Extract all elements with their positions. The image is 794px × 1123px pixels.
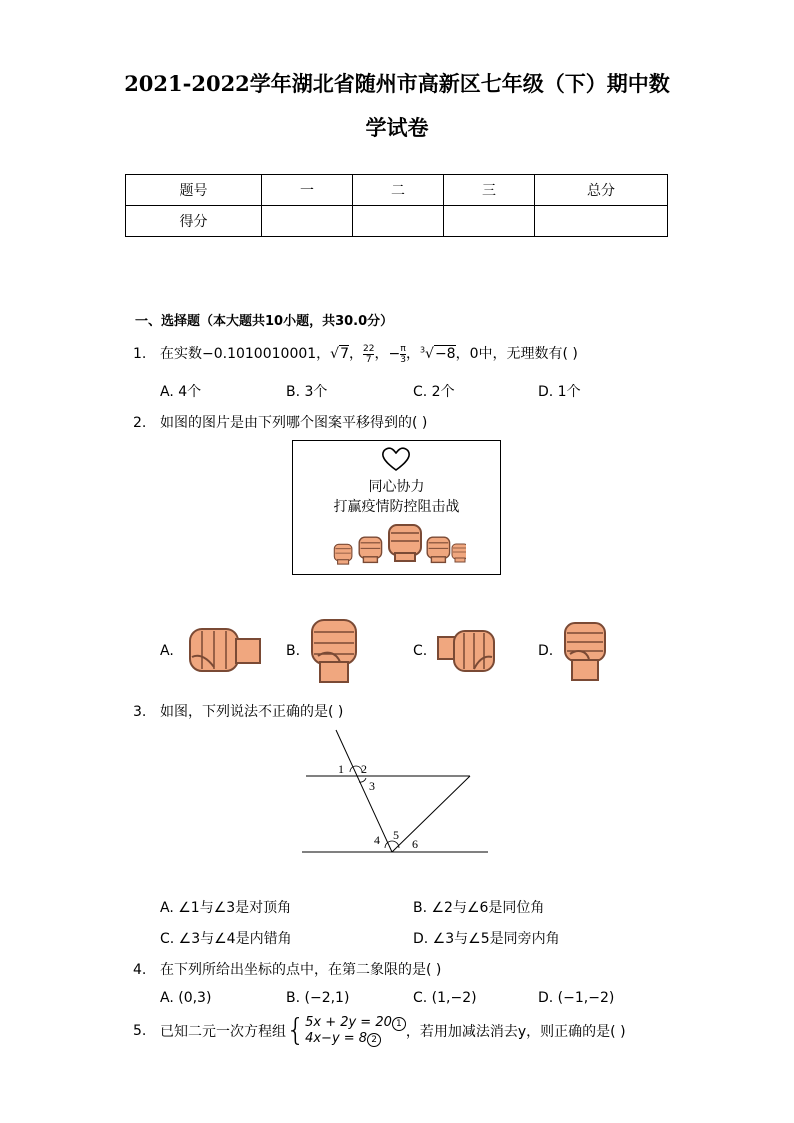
equation-system	[286, 1015, 406, 1047]
sqrt-symbol: √	[330, 346, 340, 362]
score-table-cell: 三	[444, 175, 535, 206]
question-4	[133, 959, 441, 979]
fraction-denominator: 3	[400, 354, 406, 365]
fist-sideways-left-icon[interactable]	[186, 623, 262, 677]
poster-figure	[292, 440, 501, 575]
question-number: 2.	[133, 415, 147, 431]
fist-icon	[389, 525, 421, 561]
score-table-cell: 总分	[535, 175, 668, 206]
q2-option-b-label[interactable]: B.	[286, 643, 301, 659]
circled-number: 2	[367, 1033, 381, 1047]
angle-label: 3	[369, 779, 375, 793]
question-number: 4.	[133, 962, 147, 978]
q1-option-a[interactable]: A. 4个	[160, 384, 202, 400]
question-3	[133, 701, 343, 721]
score-table-score-row	[126, 206, 668, 237]
q1-suffix: ，0中，无理数有( )	[455, 346, 578, 362]
question-5	[133, 1015, 626, 1047]
equation-2-text: 4x−y = 8	[305, 1031, 368, 1046]
q4-option-c[interactable]: C. (1,−2)	[413, 990, 477, 1006]
question-number: 1.	[133, 346, 147, 362]
fraction-numerator: π	[400, 343, 406, 354]
q1-prefix: 在实数−0.1010010001，	[160, 346, 331, 362]
fist-row-illustration	[331, 517, 466, 565]
q3-option-c[interactable]: C. ∠3与∠4是内错角	[160, 931, 292, 947]
angle-label: 1	[338, 762, 344, 776]
score-table-cell: 一	[262, 175, 353, 206]
circled-number: 1	[392, 1017, 406, 1031]
transversal-line	[336, 730, 392, 852]
cube-root-argument: −8	[434, 346, 456, 362]
angle-diagram	[298, 728, 493, 860]
fist-icon	[452, 544, 466, 562]
slant-line	[392, 776, 470, 852]
q3-option-a[interactable]: A. ∠1与∠3是对顶角	[160, 900, 292, 916]
score-input-cell[interactable]	[353, 206, 444, 237]
q1-option-d[interactable]: D. 1个	[538, 384, 581, 400]
score-table-header-row	[126, 175, 668, 206]
angle-label: 4	[374, 833, 380, 847]
fist-icon	[334, 544, 352, 564]
question-number: 3.	[133, 704, 147, 720]
poster-slogan-line1: 同心协力	[368, 479, 425, 495]
score-table-cell: 得分	[126, 206, 262, 237]
q5-suffix: ，若用加减法消去y，则正确的是( )	[405, 1024, 626, 1040]
q2-option-c-label[interactable]: C.	[413, 643, 428, 659]
equation-1	[305, 1015, 406, 1031]
q2-option-a-label[interactable]: A.	[160, 643, 174, 659]
fraction-denominator: 7	[365, 354, 372, 365]
question-number: 5.	[133, 1023, 147, 1039]
q5-prefix: 已知二元一次方程组	[160, 1024, 286, 1040]
score-table-cell: 题号	[126, 175, 262, 206]
cube-root-index: 3	[419, 345, 426, 355]
fraction-numerator: 22	[363, 343, 375, 354]
score-input-cell[interactable]	[535, 206, 668, 237]
fraction-pi-3	[400, 344, 406, 365]
sqrt-symbol: √	[425, 346, 434, 362]
angle-label: 6	[412, 837, 418, 851]
q1-option-c[interactable]: C. 2个	[413, 384, 455, 400]
q3-option-b[interactable]: B. ∠2与∠6是同位角	[413, 900, 545, 916]
question-text: 如图，下列说法不正确的是( )	[160, 704, 344, 720]
sqrt-argument: 7	[340, 346, 350, 362]
fraction-22-7	[363, 344, 374, 365]
fist-upright-small-icon[interactable]	[562, 620, 608, 682]
question-1: 1. 在实数−0.1010010001，√7， $\frac{22}{7}$ ，− $\frac{\pi}{3}$ ，$^3$√−8，0中，无理数有( )	[133, 343, 578, 365]
equation-list	[305, 1015, 406, 1047]
score-table-cell: 二	[353, 175, 444, 206]
q2-option-d-label[interactable]: D.	[538, 643, 554, 659]
q3-option-d[interactable]: D. ∠3与∠5是同旁内角	[413, 931, 560, 947]
fist-icon	[359, 537, 381, 562]
question-2	[133, 412, 427, 432]
fist-icon	[427, 537, 449, 562]
document-title-line1: 2021-2022学年湖北省随州市高新区七年级（下）期中数	[124, 71, 670, 96]
left-brace: {	[286, 1013, 306, 1048]
section-heading: 一、选择题（本大题共10小题，共30.0分）	[135, 314, 394, 329]
equation-2	[305, 1031, 406, 1047]
q4-option-a[interactable]: A. (0,3)	[160, 990, 212, 1006]
angle-label: 2	[361, 762, 367, 776]
score-input-cell[interactable]	[262, 206, 353, 237]
minus-sign: −	[388, 346, 401, 362]
poster-slogan-line2: 打赢疫情防控阻击战	[333, 499, 460, 515]
equation-1-text: 5x + 2y = 20	[305, 1015, 392, 1030]
question-text: 在下列所给出坐标的点中，在第二象限的是( )	[160, 962, 442, 978]
score-input-cell[interactable]	[444, 206, 535, 237]
fist-sideways-right-icon[interactable]	[436, 627, 496, 675]
score-table	[125, 174, 668, 237]
q1-option-b[interactable]: B. 3个	[286, 384, 328, 400]
q4-option-b[interactable]: B. (−2,1)	[286, 990, 350, 1006]
angle-label: 5	[393, 828, 399, 842]
question-text: 如图的图片是由下列哪个图案平移得到的( )	[160, 415, 428, 431]
heart-icon	[381, 446, 411, 472]
document-title-line2: 学试卷	[365, 115, 429, 140]
q4-option-d[interactable]: D. (−1,−2)	[538, 990, 615, 1006]
fist-upright-icon[interactable]	[308, 616, 360, 684]
